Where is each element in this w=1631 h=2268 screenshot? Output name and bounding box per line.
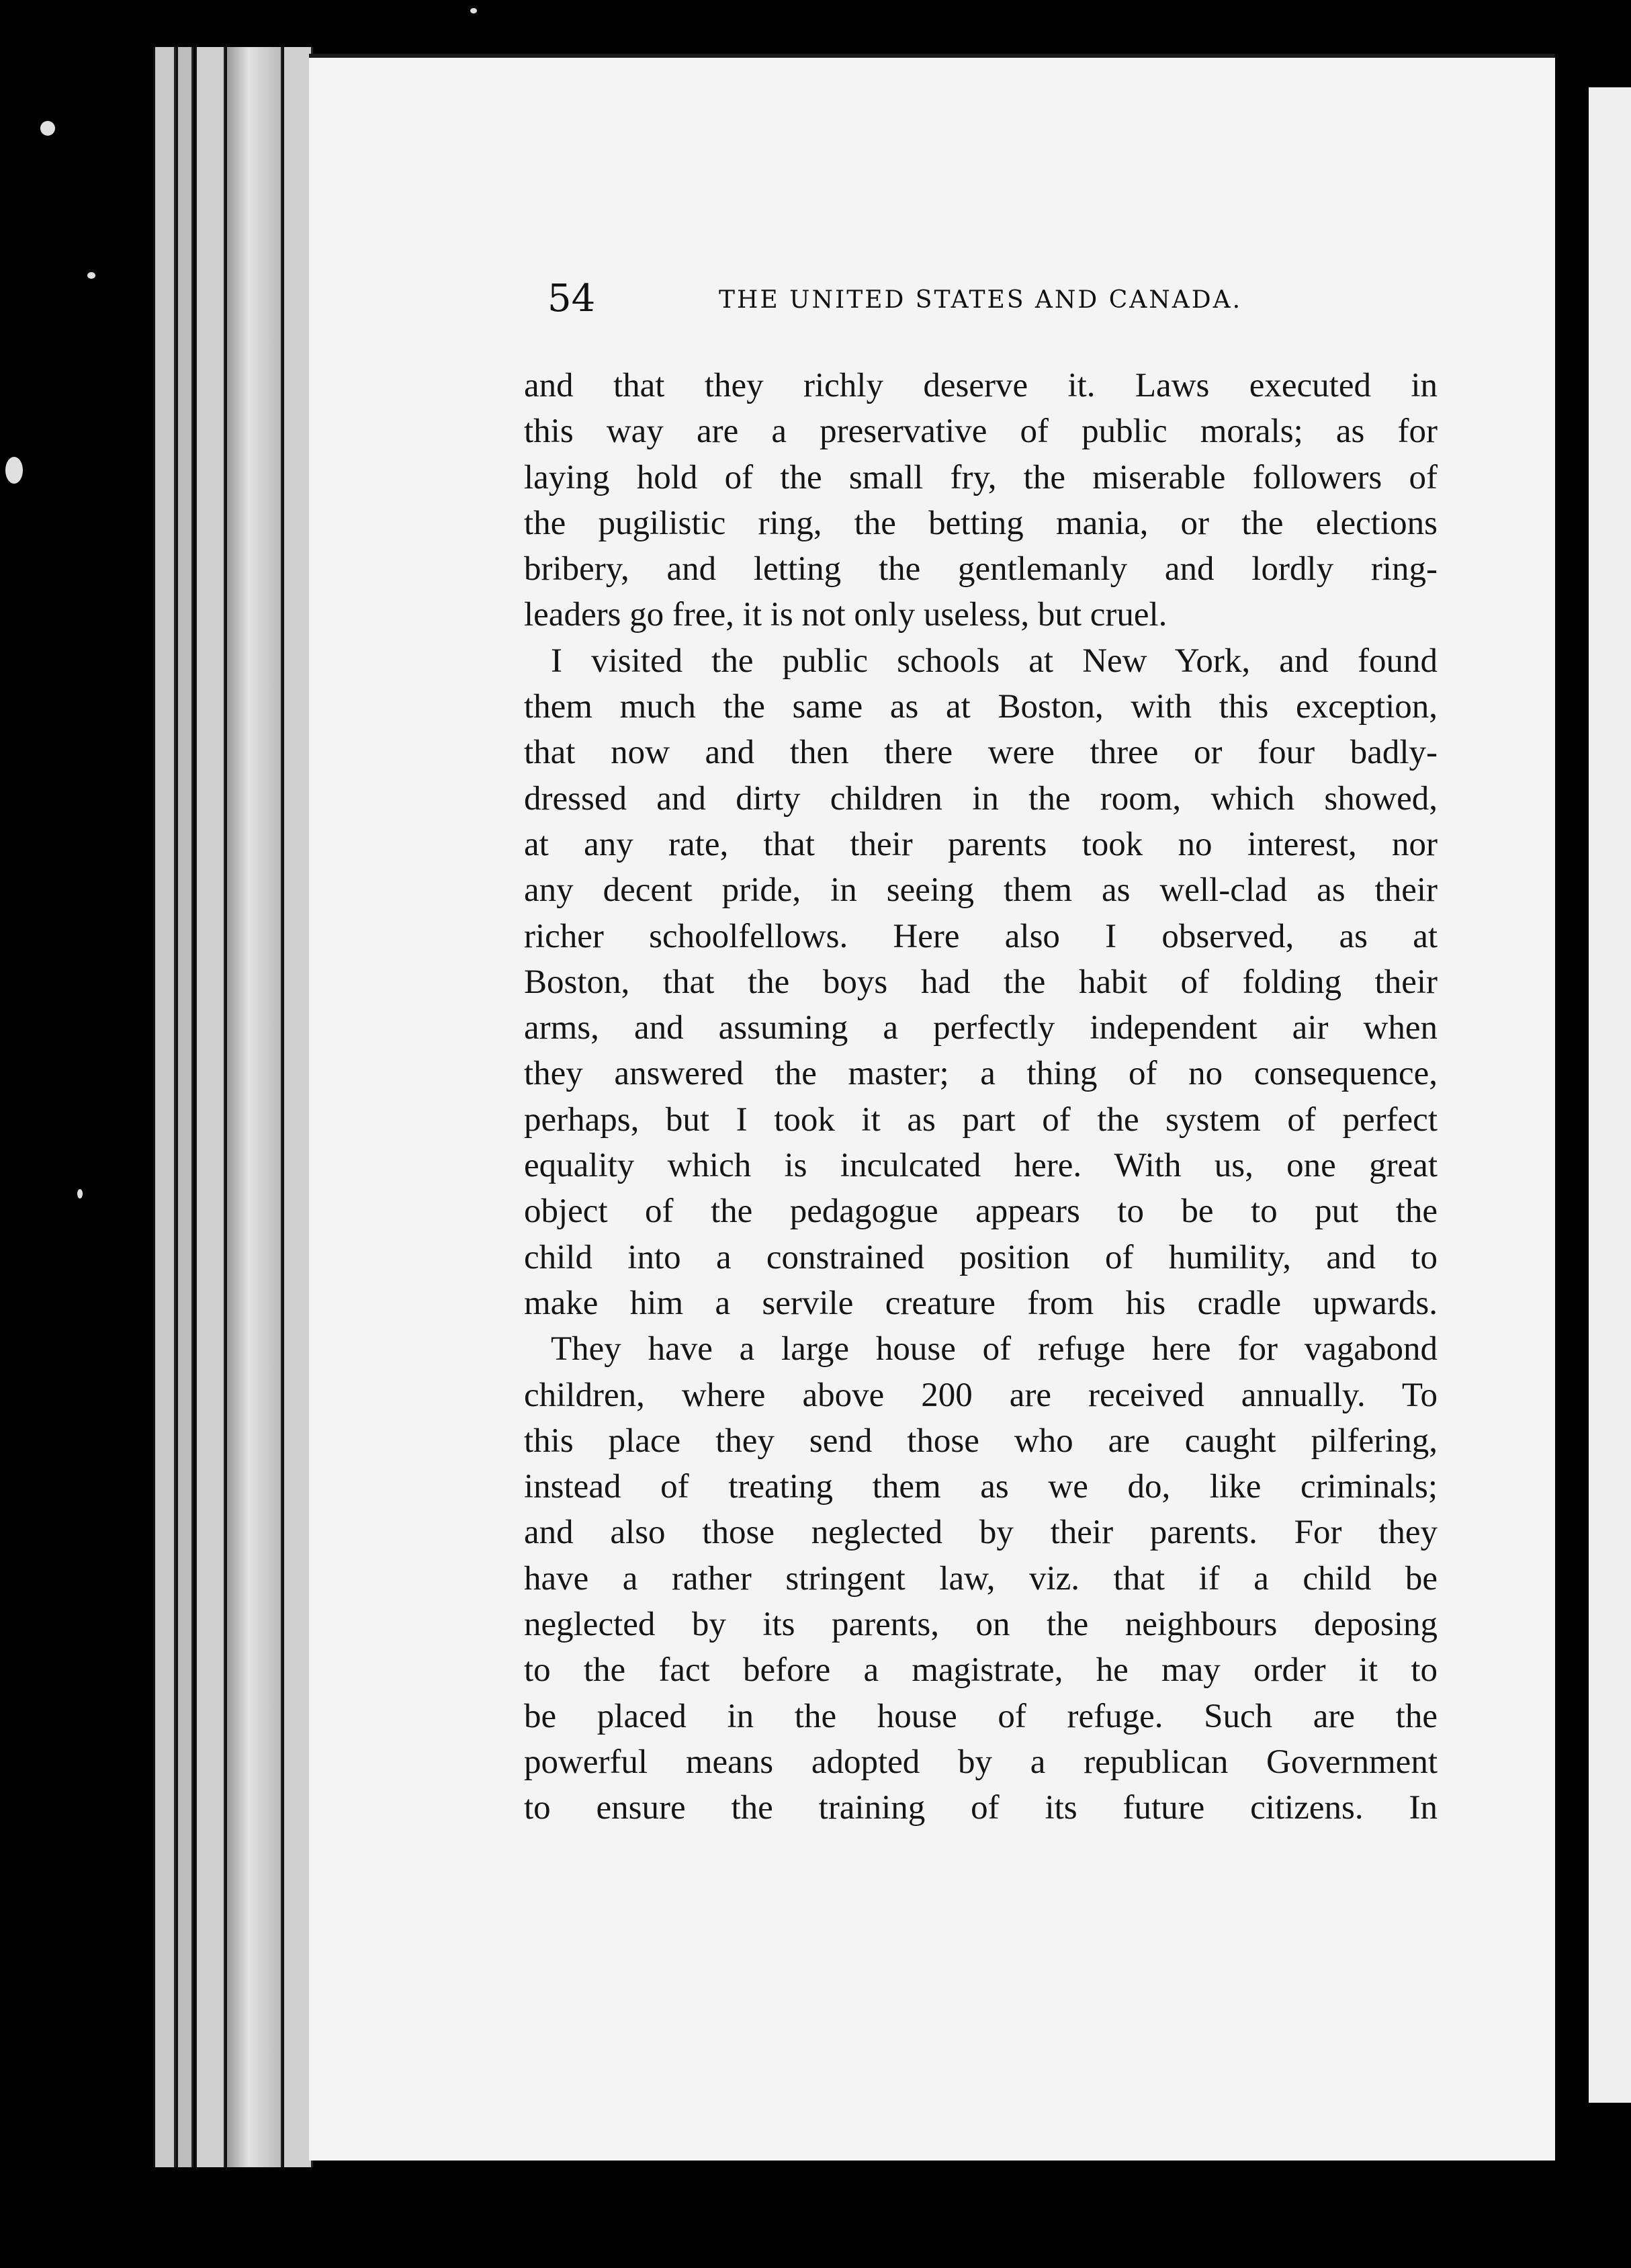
text-line: arms, and assuming a perfectly independent air when <box>524 1009 1438 1047</box>
text-line: the pugilistic ring, the betting mania, or the elections <box>524 504 1438 542</box>
text-line: any decent pride, in seeing them as well-clad as their <box>524 871 1438 910</box>
text-line: have a rather stringent law, viz. that if a child be <box>524 1559 1438 1598</box>
text-line: they answered the master; a thing of no consequence, <box>524 1055 1438 1093</box>
next-page-edge <box>1589 87 1631 2103</box>
text-line: equality which is inculcated here. With us, one great <box>524 1147 1438 1185</box>
text-line: perhaps, but I took it as part of the system of perfect <box>524 1100 1438 1139</box>
dust-speck <box>5 457 23 484</box>
running-title: THE UNITED STATES AND CANADA. <box>719 286 1243 314</box>
text-line: at any rate, that their parents took no interest, nor <box>524 825 1438 863</box>
text-line: make him a servile creature from his cradle upwards. <box>524 1284 1438 1322</box>
text-line: bribery, and letting the gentlemanly and lordly ring- <box>524 550 1438 588</box>
text-line: Boston, that the boys had the habit of folding their <box>524 963 1438 1001</box>
body-text <box>524 363 1438 1831</box>
text-line: I visited the public schools at New York, and found <box>551 642 1438 680</box>
text-line: this place they send those who are caught pilfering, <box>524 1422 1438 1460</box>
text-line: dressed and dirty children in the room, which showed, <box>524 779 1438 818</box>
text-line: child into a constrained position of humility, and to <box>524 1238 1438 1276</box>
text-line: powerful means adopted by a republican Government <box>524 1743 1438 1781</box>
text-line: object of the pedagogue appears to be to put the <box>524 1192 1438 1231</box>
text-line: instead of treating them as we do, like criminals; <box>524 1468 1438 1506</box>
dust-speck <box>470 8 477 13</box>
dust-speck <box>40 121 55 136</box>
page-number: 54 <box>547 277 596 320</box>
page-stack-edge <box>195 47 226 2167</box>
text-line: children, where above 200 are received annually. To <box>524 1376 1438 1414</box>
text-line: laying hold of the small fry, the miserable followers of <box>524 458 1438 496</box>
dust-speck <box>77 1189 83 1198</box>
text-line: be placed in the house of refuge. Such are the <box>524 1697 1438 1735</box>
text-line: to ensure the training of its future citizens. In <box>524 1789 1438 1827</box>
text-line: and that they richly deserve it. Laws executed in <box>524 367 1438 404</box>
dust-speck <box>87 272 95 279</box>
text-line: them much the same as at Boston, with this exception, <box>524 688 1438 726</box>
text-line: richer schoolfellows. Here also I observed, as at <box>524 917 1438 955</box>
text-line: and also those neglected by their parents. For they <box>524 1514 1438 1552</box>
page-stack-edge <box>153 47 176 2167</box>
page-stack-edge <box>176 47 193 2167</box>
page-stack-edge <box>225 47 283 2167</box>
text-line: They have a large house of refuge here for vagabond <box>551 1330 1438 1368</box>
text-line: this way are a preservative of public morals; as for <box>524 412 1438 451</box>
running-head <box>547 275 1313 322</box>
text-line: that now and then there were three or four badly- <box>524 734 1438 772</box>
text-line: to the fact before a magistrate, he may order it to <box>524 1651 1438 1690</box>
text-line: neglected by its parents, on the neighbours deposing <box>524 1606 1438 1644</box>
text-line: leaders go free, it is not only useless, but cruel. <box>524 596 1167 634</box>
